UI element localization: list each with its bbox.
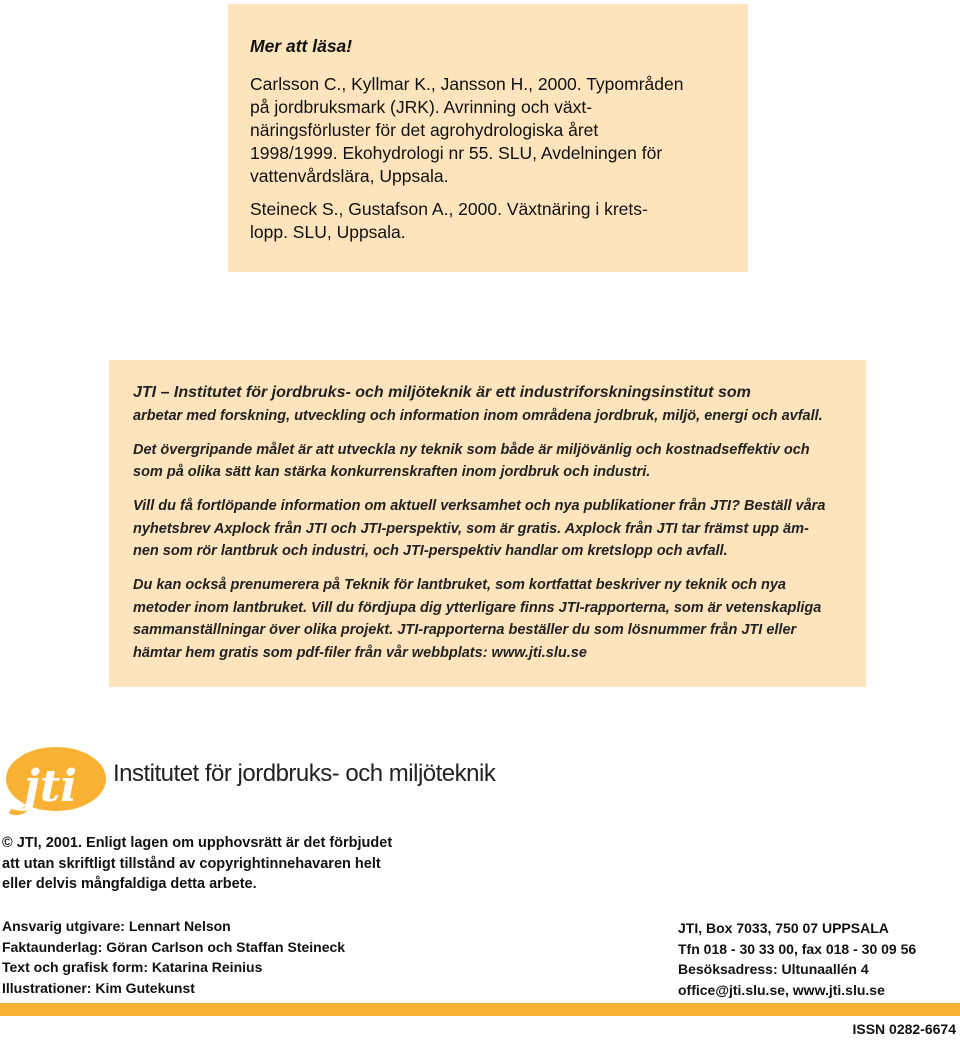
about-line: Det övergripande målet är att utveckla ny teknik som både är miljövänlig och kostnadseffektiv och — [133, 442, 810, 458]
credit-line: Text och grafisk form: Katarina Reinius — [2, 959, 263, 975]
copyright-line: eller delvis mångfaldiga detta arbete. — [2, 876, 257, 892]
about-jti-box — [109, 360, 866, 687]
credit-line: Faktaunderlag: Göran Carlson och Staffan Steineck — [2, 938, 346, 955]
about-line: metoder inom lantbruket. Vill du fördjupa dig ytterligare finns JTI-rapporterna, som är vetenskapliga — [133, 600, 822, 616]
reference-line: 1998/1999. Ekohydrologi nr 55. SLU, Avdelningen för — [250, 143, 663, 163]
about-line: Du kan också prenumerera på Teknik för lantbruket, som kortfattat beskriver ny teknik och nya — [133, 577, 786, 593]
footer-accent-bar — [0, 1003, 960, 1016]
contact-info — [678, 918, 916, 1000]
about-line: arbetar med forskning, utveckling och information inom områdena jordbruk, miljö, energi och avfall. — [133, 408, 823, 424]
reference-line: Steineck S., Gustafson A., 2000. Växtnäring i krets- — [250, 199, 648, 219]
about-line: JTI – Institutet för jordbruks- och miljöteknik är ett industriforskningsinstitut som — [133, 384, 751, 401]
contact-line: Tfn 018 - 30 33 00, fax 018 - 30 09 56 — [678, 940, 917, 957]
credit-line: Ansvarig utgivare: Lennart Nelson — [2, 918, 231, 934]
reference-line: Carlsson C., Kyllmar K., Jansson H., 2000. Typområden — [250, 74, 684, 94]
institute-name: Institutet för jordbruks- och miljöteknik — [113, 760, 496, 787]
credit-line: Illustrationer: Kim Gutekunst — [2, 979, 195, 996]
further-reading-box — [228, 4, 748, 272]
copyright-line: © JTI, 2001. Enligt lagen om upphovsrätt är det förbjudet — [2, 835, 393, 851]
copyright-line: att utan skriftligt tillstånd av copyrightinnehavaren helt — [2, 855, 381, 872]
reference-line: vattenvårdslära, Uppsala. — [250, 166, 449, 186]
about-line: hämtar hem gratis som pdf-filer från vår webbplats: www.jti.slu.se — [133, 645, 587, 661]
reference-line: på jordbruksmark (JRK). Avrinning och växt- — [250, 97, 593, 117]
issn: ISSN 0282-6674 — [852, 1021, 956, 1037]
about-line: Vill du få fortlöpande information om aktuell verksamhet och nya publikationer från JTI? Beställ våra — [133, 498, 826, 514]
reference-line: lopp. SLU, Uppsala. — [250, 222, 406, 242]
about-line: nyhetsbrev Axplock från JTI och JTI-perspektiv, som är gratis. Axplock från JTI tar främst upp äm- — [133, 521, 809, 537]
about-line: som på olika sätt kan stärka konkurrenskraften inom jordbruk och industri. — [133, 464, 651, 480]
copyright-notice — [2, 833, 392, 895]
about-line: nen som rör lantbruk och industri, och JTI-perspektiv handlar om kretslopp och avfall. — [133, 543, 728, 559]
contact-line: Besöksadress: Ultunaallén 4 — [678, 961, 869, 977]
jti-logo — [2, 745, 106, 826]
about-line: sammanställningar över olika projekt. JTI-rapporterna beställer du som lösnummer från JTI eller — [133, 622, 797, 638]
svg-text:jti: jti — [24, 761, 77, 812]
credits — [2, 916, 345, 998]
further-reading-title: Mer att läsa! — [250, 36, 353, 56]
contact-line: JTI, Box 7033, 750 07 UPPSALA — [678, 920, 889, 936]
contact-web-email[interactable]: office@jti.slu.se, www.jti.slu.se — [678, 981, 885, 998]
reference-line: näringsförluster för det agrohydrologiska året — [250, 120, 599, 140]
